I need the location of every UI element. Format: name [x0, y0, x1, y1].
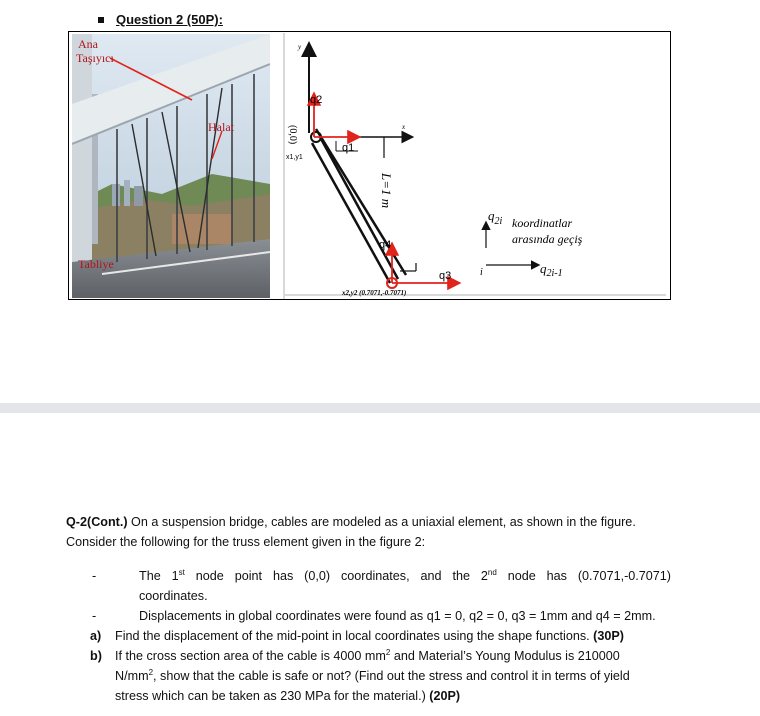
- bullet-1-line-2: coordinates.: [139, 589, 208, 603]
- origin-coords: (0,0): [287, 125, 298, 145]
- item-b-marker: b): [90, 649, 102, 663]
- item-b-line-3: stress which can be taken as 230 MPa for the material.) (20P): [115, 689, 461, 703]
- item-a-marker: a): [90, 629, 102, 643]
- x-axis-label: x: [402, 123, 406, 131]
- lead-text-2: Consider the following for the truss element given in the figure 2:: [66, 535, 426, 549]
- i-label: i: [480, 267, 483, 278]
- item-b-line-1: If the cross section area of the cable is 4000 $mm^2$ and Material’s Young Modulus is 210000: [115, 647, 620, 663]
- question-title: Question 2 (50P):: [116, 12, 223, 27]
- item-b-line-2: $N/mm^2$, show that the cable is safe or not? (Find out the stress and control it in terms of yield: [115, 667, 630, 683]
- continuation-paragraph: [66, 512, 706, 552]
- tabliye-label: Tabliye: [78, 257, 114, 271]
- halat-label: Halat: [208, 120, 234, 134]
- q4-label: q4: [379, 239, 392, 251]
- q1-label: q1: [342, 142, 355, 154]
- q2-label: q2: [310, 94, 323, 106]
- truss-diagram: [274, 33, 666, 299]
- bullet-square: [98, 17, 104, 23]
- q3-label: q3: [439, 270, 452, 282]
- dash-marker-2: -: [92, 609, 97, 623]
- length-label: L=1 m: [379, 173, 394, 209]
- item-a-text: Find the displacement of the mid-point in local coordinates using the shape functions. (30P): [115, 629, 624, 643]
- lead-bold: Q-2(Cont.): [66, 515, 128, 529]
- q2i-symbol: $q_{2i}$: [488, 208, 503, 227]
- lead-text: On a suspension bridge, cables are modeled as a uniaxial element, as shown in the figure.: [127, 515, 636, 529]
- y-axis-label: y: [298, 43, 302, 51]
- node1-label: x1,y1: [286, 154, 303, 161]
- bridge-photo: [72, 34, 270, 298]
- dash-marker-1: -: [92, 569, 97, 583]
- transform-line-1: koordinatlar: [512, 216, 573, 230]
- bullet-2: Displacements in global coordinates were found as q1 = 0, q2 = 0, q3 = 1mm and q4 = 2mm.: [139, 609, 656, 623]
- q2i-1-symbol: $q_{2i-1}$: [540, 261, 563, 279]
- ana-tasiyici-label: Ana Taşıyıcı: [76, 37, 114, 65]
- page-separator: [0, 403, 760, 413]
- transform-line-2: arasında geçiş: [512, 232, 583, 246]
- bullet-1-line-1: The 1st node point has (0,0) coordinates, and the 2nd node has (0.7071,-0.7071): [139, 567, 671, 583]
- node2-label: x2,y2 (0.7071,-0.7071): [342, 289, 407, 297]
